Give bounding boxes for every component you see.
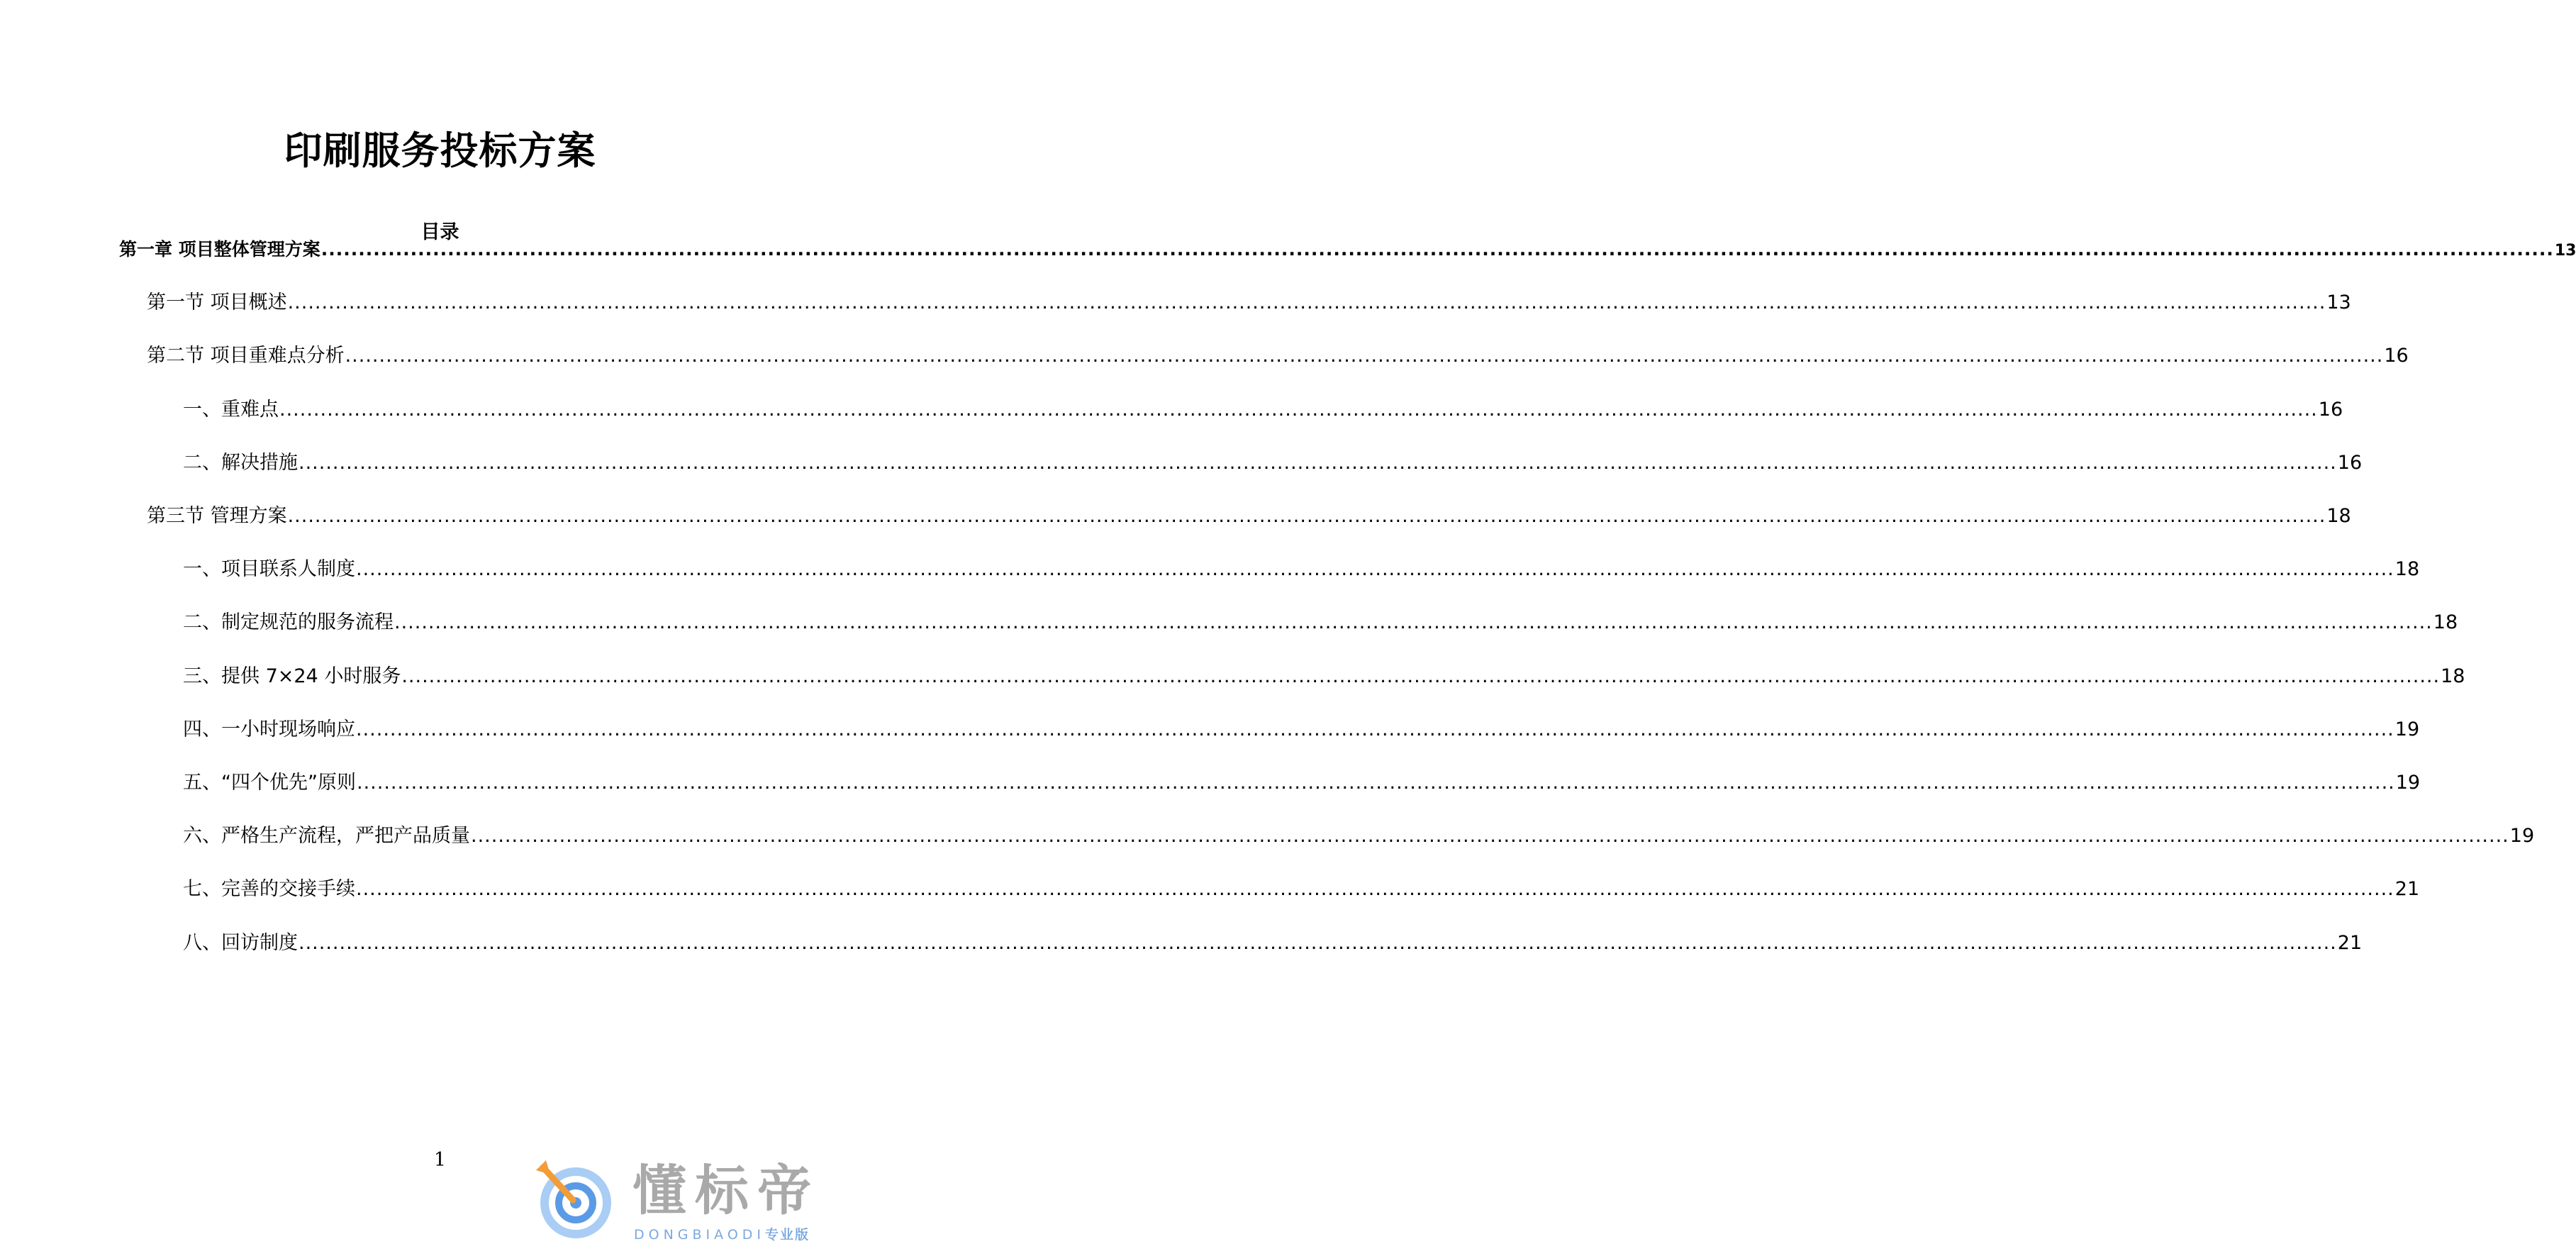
toc-entry-page: 18 [2326,505,2351,527]
toc-entry[interactable] [183,557,2420,582]
toc-entry-label: 二、解决措施 [183,452,298,474]
toc-entry[interactable] [183,717,2420,743]
toc-entry-page: 19 [2509,825,2535,847]
toc-entry-label: 第一节 项目概述 [147,291,287,313]
toc-entry-label: 一、项目联系人制度 [183,558,355,580]
toc-dot-leader: ............................................................................................................................................................................................................................................................................................................ [299,452,2337,474]
toc-entry-label: 八、回访制度 [183,932,298,954]
toc-entry-label: 三、提供 7×24 小时服务 [183,665,401,687]
toc-dot-leader: ............................................................................................................................................................................................................................................................................................................ [287,505,2326,527]
toc-entry-label: 一、重难点 [183,399,279,421]
toc-entry[interactable] [183,397,2343,423]
toc-entry-page: 18 [2394,558,2420,580]
watermark-latin: DONGBIAODI [634,1227,766,1243]
toc-dot-leader: ............................................................................................................................................................................................................................................................................................................ [356,878,2394,900]
toc-dot-leader: ............................................................................................................................................................................................................................................................................................................ [279,399,2318,421]
toc-entry[interactable] [183,610,2458,635]
toc-entry-page: 16 [2337,452,2363,474]
toc-dot-leader: ............................................................................................................................................................................................................................................................................................................ [345,345,2384,367]
watermark-edition: 专业版 [765,1227,810,1243]
toc-entry-page: 16 [2384,345,2409,367]
toc-dot-leader: ............................................................................................................................................................................................................................................................................................................ [356,718,2394,740]
toc-dot-leader: ............................................................................................................................................................................................................................................................................................................ [394,611,2433,633]
toc-dot-leader: ............................................................................................................................................................................................................................................................................................................ [356,558,2394,580]
target-arrow-icon [533,1157,613,1241]
toc-entry-label: 第一章 项目整体管理方案 [119,239,320,260]
toc-entry[interactable] [119,237,2576,264]
toc-dot-leader: ............................................................................................................................................................................................................................................................................................................ [287,291,2326,313]
toc-entry-page: 16 [2318,399,2343,421]
toc-entry-page: 19 [2395,772,2421,794]
document-title: 印刷服务投标方案 [284,128,596,173]
toc-entry-page: 21 [2337,932,2363,954]
toc-entry-page: 13 [2554,242,2576,260]
toc-entry-page: 21 [2394,878,2420,900]
toc-entry[interactable] [183,823,2535,849]
toc-entry[interactable] [183,450,2363,476]
toc-entry-label: 四、一小时现场响应 [183,718,355,740]
toc-dot-leader: ............................................................................................................................................................................................................................................................................................................ [401,665,2441,687]
toc-entry-label: 六、严格生产流程，严把产品质量 [183,825,470,847]
toc-entry-page: 18 [2441,665,2465,687]
toc-entry[interactable] [183,877,2420,902]
toc-entry-page: 18 [2433,611,2458,633]
toc-entry[interactable] [183,664,2465,689]
page-number: 1 [433,1149,447,1171]
toc-entry-label: 二、制定规范的服务流程 [183,611,394,633]
toc-dot-leader: ............................................................................................................................................................................................................................................................................................................ [471,825,2509,847]
toc-entry[interactable] [183,931,2363,956]
toc-dot-leader: ............................................................................................................................................................................................................................................................................................................ [356,772,2395,794]
toc-entry[interactable] [147,504,2351,529]
toc-entry[interactable] [183,770,2421,796]
toc-entry-label: 五、“四个优先”原则 [183,772,356,794]
toc-entry[interactable] [147,343,2409,369]
toc-entry-label: 七、完善的交接手续 [183,878,355,900]
toc-entry-label: 第三节 管理方案 [147,505,287,527]
toc-entry-label: 第二节 项目重难点分析 [147,345,345,367]
toc-entry[interactable] [147,290,2351,316]
watermark-brand: 懂标帝 [632,1159,820,1222]
toc-dot-leader: ............................................................................................................................................................................................................................................................................................................ [299,932,2337,954]
toc-entry-page: 13 [2326,291,2351,313]
watermark [526,1155,880,1244]
toc-entry-page: 19 [2394,718,2420,740]
toc-dot-leader: ............................................................................................................................................................................................................................................................................................................ [320,239,2554,260]
watermark-subtitle [634,1227,810,1243]
toc-heading: 目录 [420,221,459,243]
